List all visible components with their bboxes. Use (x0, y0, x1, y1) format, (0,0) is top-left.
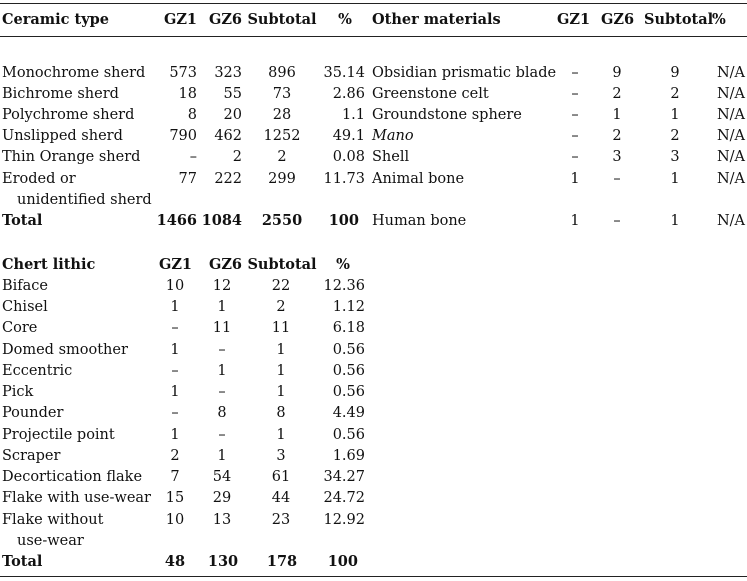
ceramic-subtotal: 299 (268, 171, 296, 187)
chert-percent: 6.18 (332, 320, 365, 336)
other-header-type: Other materials (372, 11, 501, 28)
ceramic-gz6: 323 (214, 65, 242, 81)
chert-gz6: – (218, 342, 226, 358)
ceramic-type-cont: unidentified sherd (17, 192, 152, 208)
chert-header-percent: % (336, 256, 350, 273)
chert-type: Chisel (2, 299, 48, 315)
chert-total-percent: 100 (327, 553, 358, 570)
other-gz6: – (613, 171, 621, 187)
other-type: Greenstone celt (372, 86, 489, 102)
ceramic-gz1: 18 (178, 86, 197, 102)
chert-percent: 0.56 (332, 342, 365, 358)
chert-type: Decortication flake (2, 469, 143, 485)
ceramic-percent: 1.1 (341, 107, 365, 123)
other-subtotal: 1 (670, 213, 680, 229)
ceramic-gz1: – (189, 149, 197, 165)
other-gz1: – (571, 149, 579, 165)
chert-gz1: 10 (165, 512, 185, 528)
chert-total-gz1: 48 (164, 553, 186, 570)
ceramic-header-subtotal: Subtotal (247, 11, 317, 28)
other-type: Obsidian prismatic blade (372, 65, 557, 81)
other-type: Shell (372, 149, 410, 165)
other-gz6: 2 (612, 86, 622, 102)
other-type: Human bone (372, 213, 467, 229)
chert-gz6: 11 (212, 320, 232, 336)
header-rule (0, 36, 747, 37)
chert-gz6: 54 (212, 469, 232, 485)
other-header-percent: % (712, 11, 726, 28)
ceramic-gz1: 573 (169, 65, 197, 81)
ceramic-gz1: 77 (178, 171, 197, 187)
other-header-gz6: GZ6 (601, 11, 635, 28)
chert-subtotal: 1 (276, 427, 286, 443)
chert-gz6: 13 (212, 512, 232, 528)
chert-gz6: 1 (217, 363, 227, 379)
chert-type: Domed smoother (2, 342, 128, 358)
ceramic-gz1: 8 (187, 107, 197, 123)
other-gz1: – (571, 107, 579, 123)
ceramic-type: Polychrome sherd (2, 107, 135, 123)
chert-subtotal: 3 (276, 448, 286, 464)
chert-type: Pick (2, 384, 34, 400)
other-header-subtotal: Subtotal (644, 11, 714, 28)
ceramic-gz6: 20 (223, 107, 242, 123)
chert-gz6: – (218, 384, 226, 400)
ceramic-gz6: 462 (214, 128, 242, 144)
ceramic-header-gz6: GZ6 (208, 11, 242, 28)
ceramic-gz6: 2 (232, 149, 242, 165)
ceramic-total-percent: 100 (328, 212, 359, 229)
other-header-gz1: GZ1 (557, 11, 591, 28)
chert-gz1: – (171, 320, 179, 336)
other-gz6: 2 (612, 128, 622, 144)
top-rule (0, 3, 747, 4)
chert-gz1: 15 (165, 490, 185, 506)
other-gz6: 1 (612, 107, 622, 123)
other-percent: N/A (716, 86, 745, 102)
ceramic-subtotal: 896 (268, 65, 296, 81)
chert-gz6: – (218, 427, 226, 443)
chert-percent: 0.56 (332, 384, 365, 400)
other-gz1: – (571, 128, 579, 144)
other-subtotal: 2 (670, 86, 680, 102)
ceramic-percent: 0.08 (332, 149, 365, 165)
chert-total-subtotal: 178 (266, 553, 298, 570)
other-gz6: – (613, 213, 621, 229)
bottom-rule (0, 576, 747, 577)
chert-subtotal: 61 (271, 469, 291, 485)
other-type: Animal bone (372, 171, 465, 187)
other-gz1: 1 (570, 171, 580, 187)
ceramic-percent: 35.14 (323, 65, 365, 81)
chert-gz1: 1 (170, 299, 180, 315)
chert-percent: 12.36 (323, 278, 365, 294)
chert-total-label: Total (2, 553, 43, 570)
chert-gz6: 12 (212, 278, 232, 294)
ceramic-type: Unslipped sherd (2, 128, 123, 144)
ceramic-total-gz1: 1466 (156, 212, 197, 229)
chert-total-gz6: 130 (207, 553, 239, 570)
chert-gz1: 1 (170, 342, 180, 358)
chert-subtotal: 11 (271, 320, 291, 336)
other-gz6: 9 (612, 65, 622, 81)
chert-header-subtotal: Subtotal (247, 256, 317, 273)
chert-type: Projectile point (2, 427, 115, 443)
ceramic-type: Thin Orange sherd (2, 149, 141, 165)
chert-subtotal: 1 (276, 363, 286, 379)
other-type: Mano (372, 128, 414, 144)
ceramic-percent: 2.86 (332, 86, 365, 102)
other-percent: N/A (716, 149, 745, 165)
other-type: Groundstone sphere (372, 107, 522, 123)
chert-type: Flake with use-wear (2, 490, 151, 506)
chert-gz1: 7 (170, 469, 180, 485)
other-subtotal: 2 (670, 128, 680, 144)
chert-percent: 0.56 (332, 427, 365, 443)
chert-gz1: 1 (170, 427, 180, 443)
chert-percent: 34.27 (323, 469, 365, 485)
other-percent: N/A (716, 213, 745, 229)
chert-gz6: 8 (217, 405, 227, 421)
chert-type: Biface (2, 278, 49, 294)
chert-type: Pounder (2, 405, 64, 421)
chert-header-gz1: GZ1 (158, 256, 192, 273)
chert-subtotal: 8 (276, 405, 286, 421)
ceramic-percent: 49.1 (332, 128, 365, 144)
ceramic-subtotal: 1252 (263, 128, 301, 144)
chert-percent: 12.92 (323, 512, 365, 528)
chert-percent: 1.12 (332, 299, 365, 315)
chert-gz6: 1 (217, 299, 227, 315)
ceramic-gz6: 55 (223, 86, 242, 102)
other-subtotal: 1 (670, 171, 680, 187)
chert-percent: 0.56 (332, 363, 365, 379)
chert-subtotal: 44 (271, 490, 291, 506)
ceramic-header-gz1: GZ1 (163, 11, 197, 28)
ceramic-gz1: 790 (169, 128, 197, 144)
chert-subtotal: 1 (276, 384, 286, 400)
ceramic-subtotal: 28 (272, 107, 292, 123)
chert-subtotal: 2 (276, 299, 286, 315)
ceramic-total-label: Total (2, 212, 43, 229)
chert-gz1: 1 (170, 384, 180, 400)
chert-type: Core (2, 320, 38, 336)
chert-type-cont: use-wear (17, 533, 84, 549)
ceramic-header-type: Ceramic type (2, 11, 110, 28)
chert-type: Scraper (2, 448, 61, 464)
chert-gz1: 10 (165, 278, 185, 294)
chert-gz1: – (171, 405, 179, 421)
ceramic-type: Bichrome sherd (2, 86, 119, 102)
ceramic-subtotal: 73 (272, 86, 292, 102)
other-percent: N/A (716, 128, 745, 144)
chert-header-type: Chert lithic (2, 256, 96, 273)
other-percent: N/A (716, 107, 745, 123)
ceramic-percent: 11.73 (323, 171, 365, 187)
chert-subtotal: 1 (276, 342, 286, 358)
chert-gz6: 1 (217, 448, 227, 464)
chert-subtotal: 23 (271, 512, 291, 528)
chert-type: Flake without (2, 512, 104, 528)
ceramic-type: Eroded or (2, 171, 76, 187)
ceramic-gz6: 222 (214, 171, 242, 187)
chert-gz1: – (171, 363, 179, 379)
other-gz1: 1 (570, 213, 580, 229)
chert-gz1: 2 (170, 448, 180, 464)
chert-gz6: 29 (212, 490, 232, 506)
other-percent: N/A (716, 65, 745, 81)
ceramic-subtotal: 2 (277, 149, 287, 165)
ceramic-header-percent: % (338, 11, 352, 28)
ceramic-type: Monochrome sherd (2, 65, 146, 81)
ceramic-total-gz6: 1084 (201, 212, 242, 229)
other-subtotal: 9 (670, 65, 680, 81)
chert-percent: 1.69 (332, 448, 365, 464)
chert-type: Eccentric (2, 363, 73, 379)
ceramic-total-subtotal: 2550 (261, 212, 303, 229)
chert-header-gz6: GZ6 (208, 256, 242, 273)
other-gz1: – (571, 65, 579, 81)
other-subtotal: 1 (670, 107, 680, 123)
chert-percent: 24.72 (323, 490, 365, 506)
other-gz1: – (571, 86, 579, 102)
other-subtotal: 3 (670, 149, 680, 165)
chert-subtotal: 22 (271, 278, 291, 294)
other-gz6: 3 (612, 149, 622, 165)
chert-percent: 4.49 (332, 405, 365, 421)
other-percent: N/A (716, 171, 745, 187)
